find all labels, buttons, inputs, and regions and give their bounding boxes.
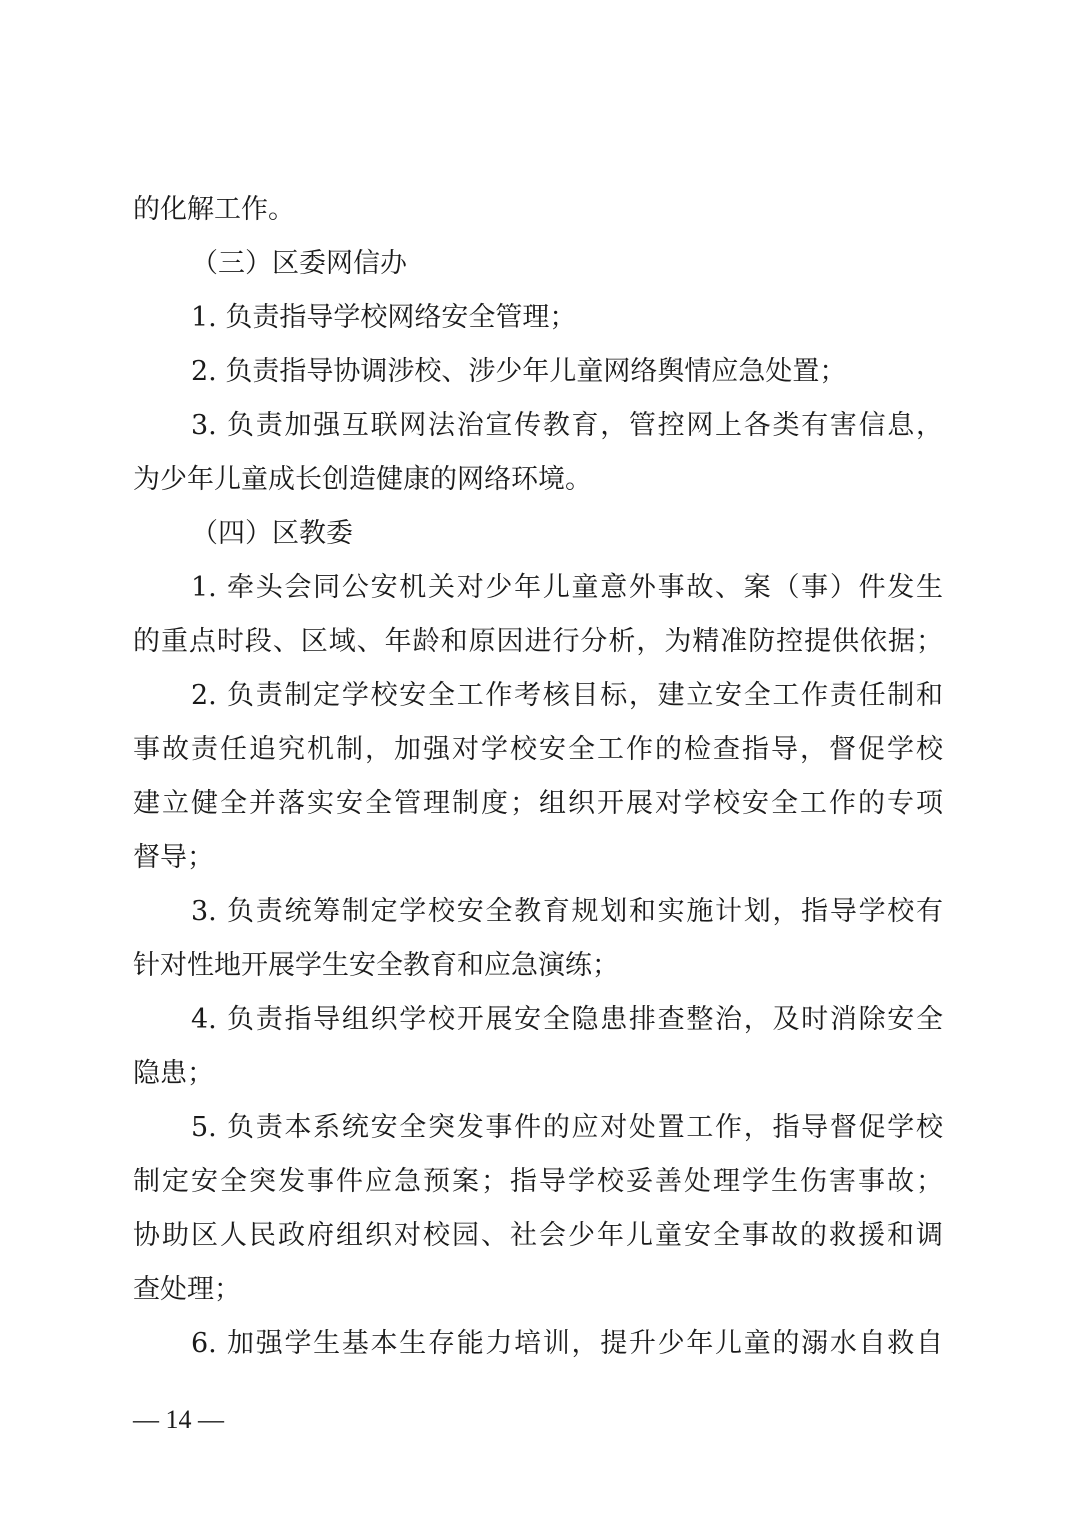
list-item: 6. 加强学生基本生存能力培训，提升少年儿童的溺水自救自 — [191, 1328, 943, 1359]
section-heading: （三）区委网信办 — [191, 248, 407, 279]
text-line: 针对性地开展学生安全教育和应急演练； — [133, 950, 619, 981]
text-line: 事故责任追究机制，加强对学校安全工作的检查指导，督促学校 — [133, 734, 943, 765]
list-item: 1. 负责指导学校网络安全管理； — [191, 302, 577, 333]
text-line: 为少年儿童成长创造健康的网络环境。 — [133, 464, 592, 495]
text-line: 隐患； — [133, 1058, 214, 1089]
list-item: 5. 负责本系统安全突发事件的应对处置工作，指导督促学校 — [191, 1112, 943, 1143]
list-item: 2. 负责制定学校安全工作考核目标，建立安全工作责任制和 — [191, 680, 943, 711]
list-item: 1. 牵头会同公安机关对少年儿童意外事故、案（事）件发生 — [191, 572, 943, 603]
page-number: — 14 — — [133, 1405, 224, 1434]
text-line: 建立健全并落实安全管理制度；组织开展对学校安全工作的专项 — [133, 788, 943, 819]
list-item: 2. 负责指导协调涉校、涉少年儿童网络舆情应急处置； — [191, 356, 847, 387]
text-line: 协助区人民政府组织对校园、社会少年儿童安全事故的救援和调 — [133, 1220, 943, 1251]
text-line: 督导； — [133, 842, 214, 873]
list-item: 3. 负责加强互联网法治宣传教育，管控网上各类有害信息， — [191, 410, 943, 441]
list-item: 3. 负责统筹制定学校安全教育规划和实施计划，指导学校有 — [191, 896, 943, 927]
text-line: 的重点时段、区域、年龄和原因进行分析，为精准防控提供依据； — [133, 626, 943, 657]
text-line: 查处理； — [133, 1274, 241, 1305]
section-heading: （四）区教委 — [191, 518, 353, 549]
body-text — [133, 183, 943, 1371]
text-line: 制定安全突发事件应急预案；指导学校妥善处理学生伤害事故； — [133, 1166, 943, 1197]
text-line: 的化解工作。 — [133, 194, 295, 225]
list-item: 4. 负责指导组织学校开展安全隐患排查整治，及时消除安全 — [191, 1004, 943, 1035]
